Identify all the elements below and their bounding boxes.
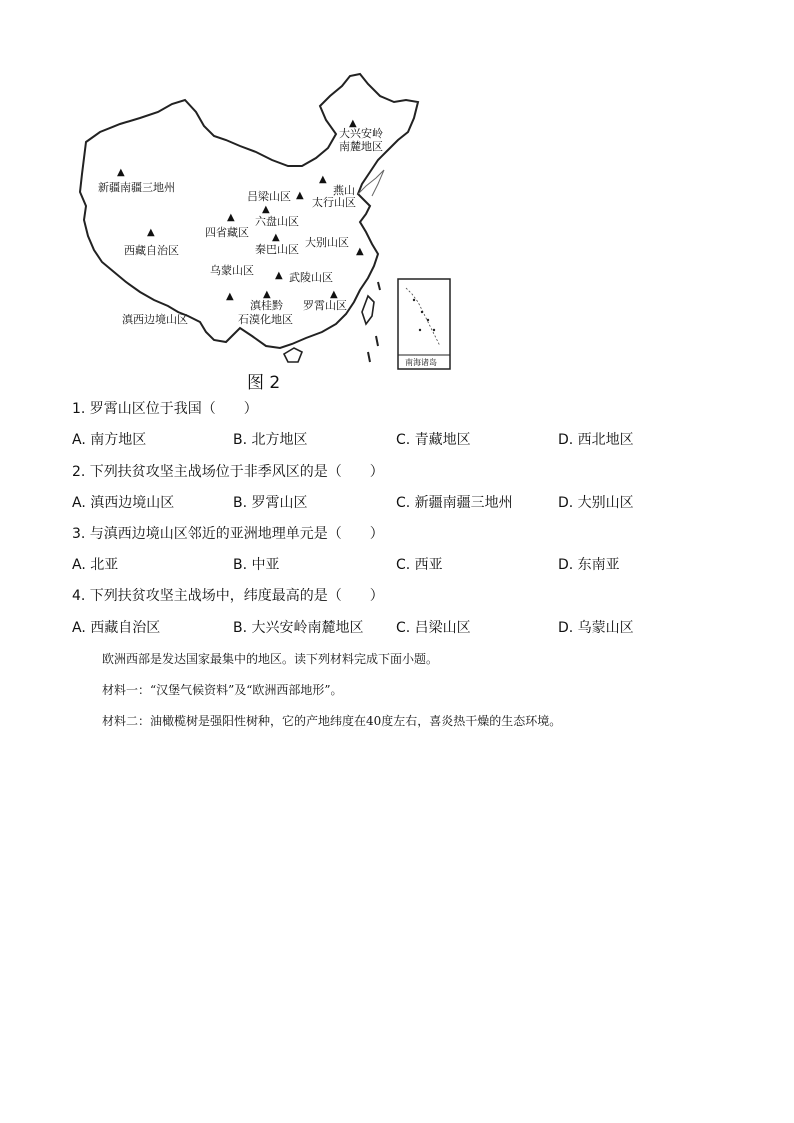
region-label: 滇西边境山区 [122,313,188,326]
marker-icon: ▲ [296,190,304,201]
question-1-option-d[interactable]: D. 西北地区 [558,432,634,448]
question-2-option-d[interactable]: D. 大别山区 [558,495,634,511]
question-2-option-a[interactable]: A. 滇西边境山区 [72,495,175,511]
region-label: 西藏自治区 [124,244,179,257]
question-1-option-a[interactable]: A. 南方地区 [72,432,147,448]
region-label: 罗霄山区 [303,299,347,312]
marker-icon: ▲ [263,289,271,300]
marker-icon: ▲ [147,227,155,238]
question-2-stem: 2. 下列扶贫攻坚主战场位于非季风区的是（ ） [72,464,384,480]
material-two: 材料二：油橄榄树是强阳性树种，它的产地纬度在40度左右，喜炎热干燥的生态环境。 [102,714,562,728]
region-label: 吕梁山区 [247,190,291,203]
question-3-option-b[interactable]: B. 中亚 [233,557,280,573]
question-1-option-c[interactable]: C. 青藏地区 [396,432,471,448]
figure-caption: 图 2 [247,373,281,393]
question-4-option-b[interactable]: B. 大兴安岭南麓地区 [233,620,364,636]
region-label: 滇桂黔 [250,299,283,312]
inset-label: 南海诸岛 [405,358,437,367]
region-label: 大兴安岭 [339,127,383,140]
material-intro: 欧洲西部是发达国家最集中的地区。读下列材料完成下面小题。 [102,652,439,666]
marker-icon: ▲ [356,246,364,257]
marker-icon: ▲ [349,118,357,129]
question-3-stem: 3. 与滇西边境山区邻近的亚洲地理单元是（ ） [72,526,384,542]
region-label: 南麓地区 [339,140,383,153]
region-label: 六盘山区 [255,215,299,228]
question-4-option-d[interactable]: D. 乌蒙山区 [558,620,634,636]
question-1-stem: 1. 罗霄山区位于我国（ ） [72,401,258,417]
region-label: 武陵山区 [289,271,333,284]
region-label: 燕山 [333,184,355,197]
question-3-option-d[interactable]: D. 东南亚 [558,557,620,573]
question-2-option-b[interactable]: B. 罗霄山区 [233,495,308,511]
marker-icon: ▲ [275,270,283,281]
question-3-option-c[interactable]: C. 西亚 [396,557,443,573]
marker-icon: ▲ [262,204,270,215]
marker-icon: ▲ [319,174,327,185]
region-label: 新疆南疆三地州 [98,181,175,194]
question-4-stem: 4. 下列扶贫攻坚主战场中，纬度最高的是（ ） [72,588,384,604]
marker-icon: ▲ [330,289,338,300]
marker-icon: ▲ [227,212,235,223]
question-2-option-c[interactable]: C. 新疆南疆三地州 [396,495,513,511]
china-outline [0,0,794,395]
region-label: 乌蒙山区 [210,264,254,277]
region-label: 大别山区 [305,236,349,249]
china-map-figure [0,0,794,395]
question-1-option-b[interactable]: B. 北方地区 [233,432,308,448]
material-one: 材料一：“汉堡气候资料”及“欧洲西部地形”。 [102,683,343,697]
marker-icon: ▲ [226,291,234,302]
marker-icon: ▲ [117,167,125,178]
region-label: 石漠化地区 [238,313,293,326]
question-4-option-c[interactable]: C. 吕梁山区 [396,620,471,636]
region-label: 四省藏区 [205,226,249,239]
region-label: 太行山区 [312,196,356,209]
question-4-option-a[interactable]: A. 西藏自治区 [72,620,161,636]
marker-icon: ▲ [272,232,280,243]
question-3-option-a[interactable]: A. 北亚 [72,557,119,573]
region-label: 秦巴山区 [255,243,299,256]
